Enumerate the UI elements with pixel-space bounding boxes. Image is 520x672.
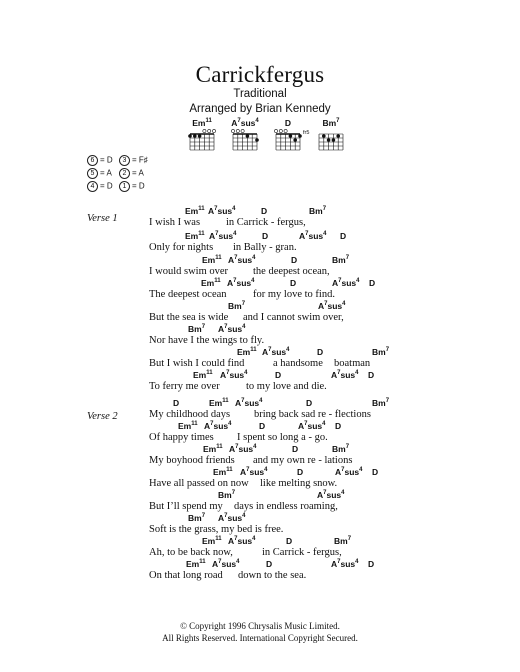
chord-symbol: Em$^{11}$ — [202, 255, 222, 265]
string-number: 2 — [119, 168, 130, 179]
lyric-segment: But I wish I could find — [149, 358, 245, 369]
song-title: Carrickfergus — [195, 62, 325, 87]
lyric-segment: But I’ll spend my — [149, 501, 223, 512]
lyric-line — [0, 231, 520, 255]
fretboard-grid — [225, 126, 265, 152]
chord-diagram-name: Em$^{11}$ — [192, 118, 212, 128]
chord-symbol: $A^7sus^4$ — [228, 255, 256, 265]
chord-symbol: D — [262, 231, 269, 241]
lyric-segment: for my love to find. — [253, 289, 335, 300]
chord-symbol: D — [340, 231, 347, 241]
lyric-segment: down to the sea. — [238, 570, 307, 581]
fret-label: fr5 — [303, 130, 310, 136]
lyric-line — [0, 559, 520, 583]
lyric-segment: Of happy times — [149, 432, 214, 443]
verse-label: Verse 2 — [87, 411, 118, 422]
chord-symbol: D — [306, 398, 313, 408]
lyric-segment: in Carrick - fergus, — [262, 547, 342, 558]
chord-symbol: Em$^{11}$ — [185, 231, 205, 241]
chord-symbol: $A^7sus^4$ — [331, 370, 359, 380]
tuning-item — [87, 155, 113, 166]
chord-symbol: $A^7sus^4$ — [227, 278, 255, 288]
lyric-segment: On that long road — [149, 570, 223, 581]
string-tuning: = D — [100, 155, 113, 165]
string-number: 1 — [119, 181, 130, 192]
fretboard-grid — [311, 126, 351, 152]
lyric-segment: boatman — [334, 358, 371, 369]
lyric-segment: Nor have I the wings to fly. — [149, 335, 265, 346]
chord-symbol: $A^7sus^4$ — [298, 421, 326, 431]
lyric-line — [0, 278, 520, 302]
string-tuning: = D — [132, 181, 145, 191]
chord-symbol: D — [290, 278, 297, 288]
tuning-item — [119, 155, 148, 166]
lyric-segment: I spent so long a - go. — [237, 432, 328, 443]
lyric-segment: I would swim over — [149, 266, 229, 277]
string-number: 4 — [87, 181, 98, 192]
chord-diagram-name: Bm$^7$ — [322, 118, 340, 128]
chord-symbol: $A^7sus^4$ — [204, 421, 232, 431]
chord-symbol: Em$^{11}$ — [193, 370, 213, 380]
chord-symbol: $A^7sus^4$ — [335, 467, 363, 477]
lyric-segment: Ah, to be back now, — [149, 547, 233, 558]
lyric-segment: a handsome — [273, 358, 323, 369]
song-arranger: Arranged by Brian Kennedy — [189, 103, 331, 115]
chord-symbol: Bm$^7$ — [188, 324, 206, 334]
fretboard-grid — [182, 126, 222, 152]
chord-symbol: $A^7sus^4$ — [318, 301, 346, 311]
copyright-line: © Copyright 1996 Chrysalis Music Limited. — [180, 621, 340, 631]
chord-symbol: Em$^{11}$ — [209, 398, 229, 408]
chord-symbol: Bm$^7$ — [372, 398, 390, 408]
tuning-item — [119, 168, 144, 179]
chord-symbol: Bm$^7$ — [332, 255, 350, 265]
chord-symbol: $A^7sus^4$ — [262, 347, 290, 357]
chord-symbol: Bm$^7$ — [332, 444, 350, 454]
chord-symbol: D — [368, 559, 375, 569]
lyric-segment: days in endless roaming, — [234, 501, 338, 512]
tuning-item — [119, 181, 145, 192]
chord-diagram — [225, 118, 265, 152]
string-tuning: = A — [100, 168, 112, 178]
chord-diagram — [303, 118, 351, 152]
chord-symbol: D — [372, 467, 379, 477]
chord-diagram-name: D — [284, 118, 292, 128]
chord-symbol: Em$^{11}$ — [202, 536, 222, 546]
string-tuning: = F♯ — [132, 155, 148, 165]
chord-symbol: Bm$^7$ — [228, 301, 246, 311]
chord-symbol: $A^7sus^4$ — [218, 324, 246, 334]
chord-symbol: Bm$^7$ — [188, 513, 206, 523]
chord-symbol: $A^7sus^4$ — [220, 370, 248, 380]
string-number: 3 — [119, 155, 130, 166]
chord-symbol: $A^7sus^4$ — [212, 559, 240, 569]
tuning-item — [87, 168, 112, 179]
lyric-line — [0, 490, 520, 514]
lyric-line — [0, 536, 520, 560]
lyric-segment: bring back sad re - flections — [254, 409, 371, 420]
chord-symbol: $A^7sus^4$ — [332, 278, 360, 288]
chord-symbol: D — [259, 421, 266, 431]
chord-symbol: D — [368, 370, 375, 380]
copyright-notice — [0, 620, 520, 644]
chord-symbol: D — [292, 444, 299, 454]
chord-symbol: $A^7sus^4$ — [240, 467, 268, 477]
lyric-segment: To ferry me over — [149, 381, 220, 392]
chord-symbol: Bm$^7$ — [372, 347, 390, 357]
string-number: 6 — [87, 155, 98, 166]
lyric-line — [0, 444, 520, 468]
lyric-line — [0, 467, 520, 491]
chord-symbol: D — [317, 347, 324, 357]
lyric-line — [0, 324, 520, 348]
chord-symbol: Em$^{11}$ — [178, 421, 198, 431]
lyric-segment: My childhood days — [149, 409, 231, 420]
lyric-segment: to my love and die. — [246, 381, 327, 392]
chord-symbol: $A^7sus^4$ — [208, 206, 236, 216]
lyric-segment: and I cannot swim over, — [243, 312, 344, 323]
chord-symbol: D — [369, 278, 376, 288]
chord-symbol: $A^7sus^4$ — [228, 536, 256, 546]
song-subtitle: Traditional — [233, 88, 287, 100]
chord-diagram — [182, 118, 222, 152]
chord-symbol: Bm$^7$ — [218, 490, 236, 500]
chord-symbol: $A^7sus^4$ — [317, 490, 345, 500]
chord-symbol: Em$^{11}$ — [185, 206, 205, 216]
chord-diagram — [268, 118, 308, 152]
lyric-segment: But the sea is wide — [149, 312, 229, 323]
lyric-segment: Have all passed on now — [149, 478, 249, 489]
string-tuning: = D — [100, 181, 113, 191]
chord-symbol: Em$^{11}$ — [186, 559, 206, 569]
lyric-line — [0, 255, 520, 279]
chord-symbol: $A^7sus^4$ — [331, 559, 359, 569]
chord-symbol: D — [297, 467, 304, 477]
chord-symbol: D — [335, 421, 342, 431]
chord-symbol: D — [173, 398, 180, 408]
lyric-line — [0, 370, 520, 394]
lyric-segment: like melting snow. — [260, 478, 338, 489]
lyric-segment: My boyhood friends — [149, 455, 235, 466]
chord-symbol: $A^7sus^4$ — [235, 398, 263, 408]
chord-symbol: Em$^{11}$ — [213, 467, 233, 477]
lyric-segment: I wish I was — [149, 217, 201, 228]
lyric-segment: Only for nights — [149, 242, 214, 253]
lyric-line — [0, 398, 520, 422]
lyric-segment: Soft is the grass, my bed is free. — [149, 524, 284, 535]
chord-symbol: D — [286, 536, 293, 546]
lyric-segment: The deepest ocean — [149, 289, 227, 300]
chord-symbol: Em$^{11}$ — [203, 444, 223, 454]
lyric-line — [0, 513, 520, 537]
lyric-line — [0, 421, 520, 445]
chord-symbol: $A^7sus^4$ — [218, 513, 246, 523]
lyric-segment: in Carrick - fergus, — [226, 217, 306, 228]
chord-symbol: $A^7sus^4$ — [299, 231, 327, 241]
tuning-item — [87, 181, 113, 192]
lyric-line — [0, 301, 520, 325]
string-number: 5 — [87, 168, 98, 179]
lyric-segment: and my own re - lations — [253, 455, 353, 466]
chord-symbol: D — [261, 206, 268, 216]
fretboard-grid — [268, 126, 308, 152]
chord-diagram-name: $A^7sus^4$ — [231, 118, 259, 128]
lyric-segment: the deepest ocean, — [253, 266, 330, 277]
lyric-segment: in Bally - gran. — [233, 242, 297, 253]
chord-symbol: $A^7sus^4$ — [229, 444, 257, 454]
lyric-line — [0, 347, 520, 371]
chord-symbol: Bm$^7$ — [309, 206, 327, 216]
chord-symbol: Em$^{11}$ — [201, 278, 221, 288]
chord-symbol: Bm$^7$ — [334, 536, 352, 546]
lyric-line — [0, 206, 520, 230]
chord-symbol: $A^7sus^4$ — [209, 231, 237, 241]
verse-label: Verse 1 — [87, 213, 118, 224]
copyright-line: All Rights Reserved. International Copyright Secured. — [162, 633, 358, 643]
chord-symbol: D — [266, 559, 273, 569]
chord-symbol: D — [275, 370, 282, 380]
string-tuning: = A — [132, 168, 144, 178]
chord-symbol: D — [291, 255, 298, 265]
chord-symbol: Em$^{11}$ — [237, 347, 257, 357]
